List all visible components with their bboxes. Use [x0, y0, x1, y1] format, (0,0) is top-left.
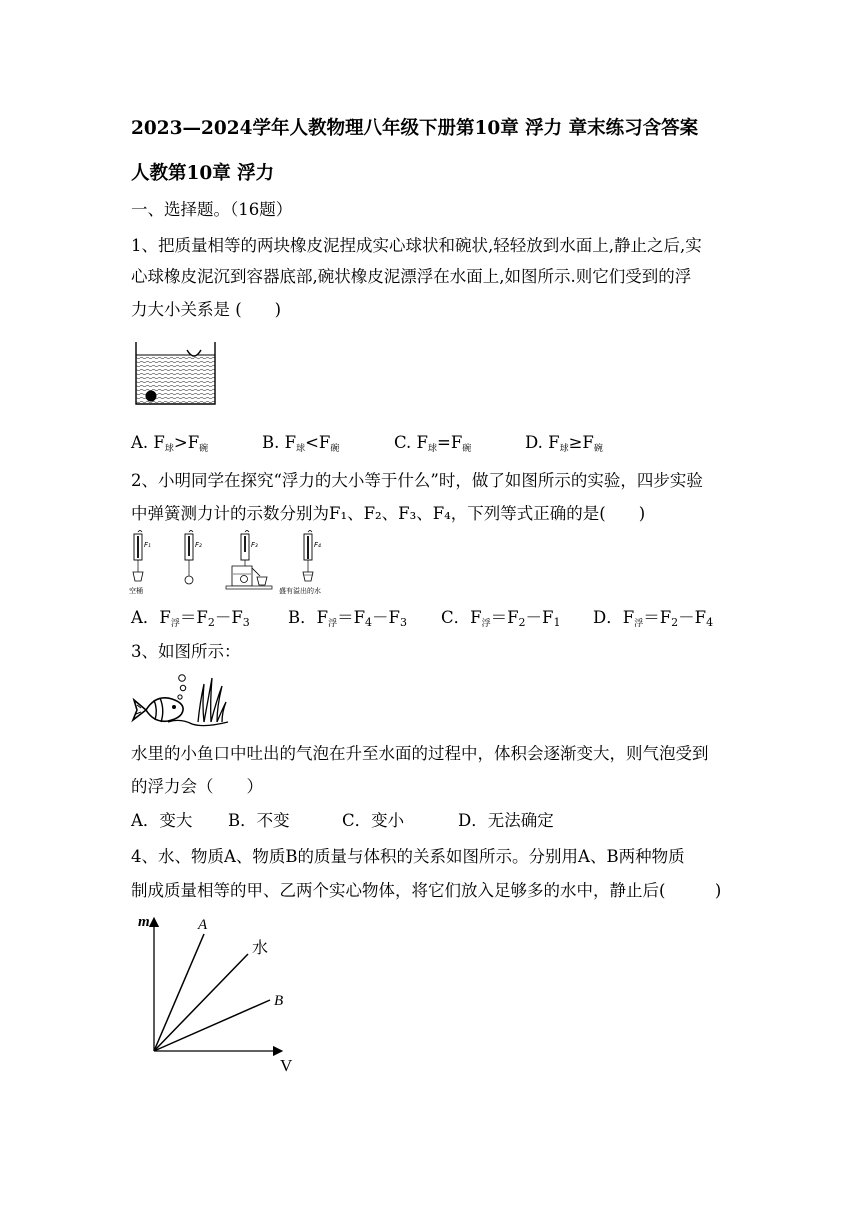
spring-scale-step2 — [185, 530, 202, 584]
q1-option-d[interactable]: D. $F_球\ge F_碗$ — [525, 433, 603, 454]
chapter-title: 人教第10章 浮力 — [131, 163, 275, 184]
q3-option-c[interactable]: C．变小 — [342, 811, 405, 830]
q4-mass-volume-graph — [128, 908, 308, 1074]
spring-scale-step3 — [226, 530, 272, 589]
q4-text-line-1: 4、水、物质A、物质B的质量与体积的关系如图所示。分别用A、B两种物质 — [131, 847, 685, 866]
section-heading: 一、选择题。（16题） — [131, 200, 293, 219]
line-a — [154, 934, 204, 1051]
spring-scale-step1 — [129, 530, 151, 595]
q3-option-b[interactable]: B．不变 — [228, 811, 290, 830]
x-axis-label: V — [280, 1056, 293, 1074]
label-f4: F₄ — [314, 541, 321, 549]
q2-option-b[interactable]: B．$F_浮=F4-F3$ — [288, 608, 407, 629]
q3-option-d[interactable]: D．无法确定 — [458, 811, 554, 830]
line-b — [154, 1000, 270, 1051]
q1-option-c[interactable]: C. $F_球=F_碗$ — [394, 433, 472, 454]
q3-text-line-1: 3、如图所示： — [131, 642, 241, 661]
q1-container-figure — [134, 340, 218, 406]
q3-option-a[interactable]: A．变大 — [131, 811, 193, 830]
q1-text-line-1: 1、把质量相等的两块橡皮泥捏成实心球状和碗状,轻轻放到水面上,静止之后,实 — [131, 236, 702, 255]
q3-text-line-2: 水里的小鱼口中吐出的气泡在升至水面的过程中，体积会逐渐变大，则气泡受到 — [131, 744, 709, 763]
water-plant-icon — [198, 678, 226, 722]
label-f3: F₃ — [251, 541, 258, 549]
q2-text-line-1: 2、小明同学在探究“浮力的大小等于什么”时，做了如图所示的实验，四步实验 — [131, 471, 703, 490]
y-axis-label: m — [138, 914, 150, 930]
q3-text-line-3: 的浮力会（ ） — [131, 777, 263, 796]
q4-text-line-2: 制成质量相等的甲、乙两个实心物体，将它们放入足够多的水中，静止后( ) — [131, 881, 722, 900]
line-water — [154, 954, 248, 1051]
label-water: 水 — [252, 938, 269, 957]
q1-option-b[interactable]: B. $F_球<F_碗$ — [262, 433, 340, 454]
label-overflow-water: 盛有溢出的水 — [279, 587, 321, 595]
q2-option-d[interactable]: D．$F_浮=F2-F4$ — [593, 608, 714, 629]
label-b: B — [274, 993, 284, 1009]
q1-text-line-3: 力大小关系是 ( ) — [131, 300, 282, 319]
q1-option-a[interactable]: A. $F_球>F_碗$ — [131, 433, 209, 454]
label-a: A — [198, 917, 208, 933]
q2-option-a[interactable]: A．$F_浮=F2-F3$ — [131, 608, 250, 629]
q2-experiment-figure — [128, 530, 328, 598]
label-f1: F₁ — [144, 541, 151, 549]
fish-icon — [133, 698, 183, 722]
q2-option-c[interactable]: C．$F_浮=F2-F1$ — [441, 608, 561, 629]
label-f2: F₂ — [195, 541, 202, 549]
q2-text-line-2: 中弹簧测力计的示数分别为F₁、F₂、F₃、F₄，下列等式正确的是( ) — [131, 504, 646, 523]
q3-fish-figure — [128, 672, 240, 728]
spring-scale-step4 — [279, 530, 321, 595]
label-empty-bucket: 空桶 — [129, 587, 143, 595]
document-title: 2023—2024学年人教物理八年级下册第10章 浮力 章末练习含答案 — [131, 118, 699, 139]
q1-text-line-2: 心球橡皮泥沉到容器底部,碗状橡皮泥漂浮在水面上,如图所示.则它们受到的浮 — [131, 267, 692, 286]
